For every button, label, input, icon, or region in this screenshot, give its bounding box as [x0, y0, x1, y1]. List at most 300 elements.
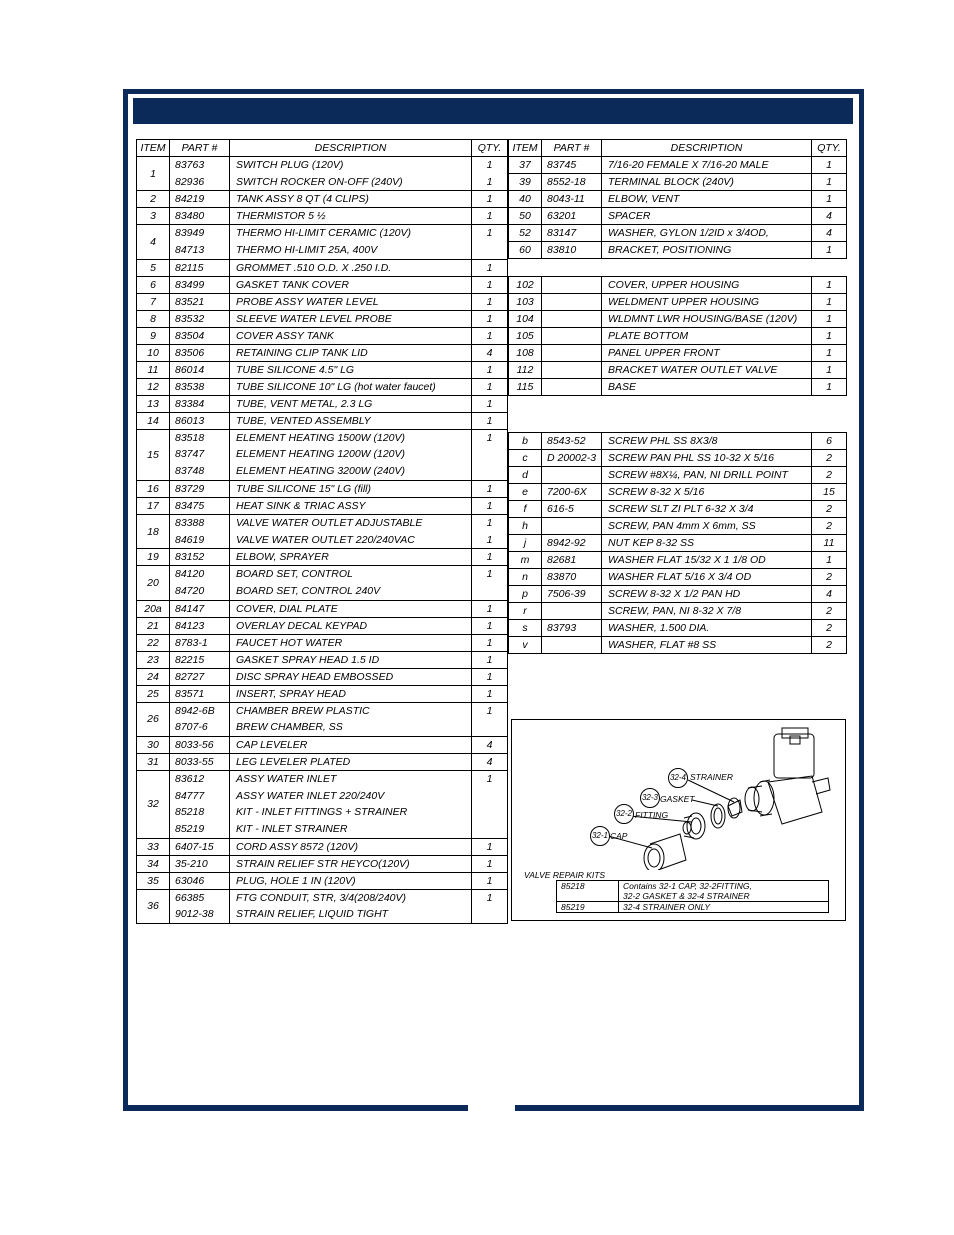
quantity: 1 [486, 602, 493, 615]
table-row [137, 770, 508, 838]
part-number: 83949 [175, 227, 205, 240]
item-number: 19 [137, 549, 170, 566]
quantity: 2 [812, 637, 847, 654]
quantity-cell [472, 259, 508, 276]
quantity: 1 [486, 636, 493, 649]
description: ELEMENT HEATING 1200W (120V) [236, 448, 406, 461]
quantity-cell [472, 157, 508, 191]
part-number: 616-5 [542, 501, 602, 518]
quantity: 1 [486, 857, 493, 870]
quantity [475, 583, 504, 600]
description-cell [230, 889, 472, 923]
quantity-cell [472, 651, 508, 668]
header-item: ITEM [509, 140, 542, 157]
description: SWITCH ROCKER ON-OFF (240V) [236, 175, 403, 188]
quantity-cell [472, 753, 508, 770]
table-row [137, 157, 508, 191]
description: BOARD SET, CONTROL [236, 568, 353, 581]
description: ELEMENT HEATING 1500W (120V) [236, 431, 406, 444]
description-cell [230, 225, 472, 259]
quantity: 1 [486, 397, 493, 410]
description: OVERLAY DECAL KEYPAD [236, 619, 368, 632]
callout-32-4-bubble: 32-4 [668, 768, 688, 788]
table-row [137, 327, 508, 344]
quantity: 1 [486, 516, 493, 529]
part-number-cell [170, 293, 230, 310]
quantity: 1 [486, 431, 493, 444]
part-number: 8942-6B [175, 704, 215, 717]
table-row [137, 480, 508, 497]
item-number: 39 [509, 174, 542, 191]
description-cell [230, 600, 472, 617]
callout-32-3-bubble: 32-3 [640, 788, 660, 808]
item-number: 22 [137, 634, 170, 651]
part-number-cell [170, 191, 230, 208]
kit-description: Contains 32-1 CAP, 32-2FITTING, [623, 881, 752, 891]
part-number: 83748 [175, 465, 205, 478]
quantity: 1 [812, 277, 847, 294]
part-number-cell [170, 889, 230, 923]
description-cell [230, 208, 472, 225]
table-row [509, 501, 847, 518]
item-number: 32 [137, 770, 170, 838]
table-row [509, 328, 847, 345]
part-number: 83763 [175, 159, 205, 171]
item-number: 1 [137, 157, 170, 191]
quantity: 1 [486, 312, 493, 325]
description-cell [230, 395, 472, 412]
header-part: PART # [170, 140, 230, 157]
quantity: 1 [812, 345, 847, 362]
item-number: r [509, 603, 542, 620]
item-number: 108 [509, 345, 542, 362]
quantity-cell [472, 600, 508, 617]
quantity [475, 821, 504, 838]
table-row [509, 225, 847, 242]
part-number [542, 637, 602, 654]
description-cell [230, 429, 472, 480]
description: VALVE WATER OUTLET 220/240VAC [236, 533, 415, 546]
part-number: 84713 [175, 244, 205, 257]
part-number: 8033-55 [175, 755, 214, 768]
quantity: 1 [486, 551, 493, 564]
table-row [137, 276, 508, 293]
description-cell [230, 276, 472, 293]
table-row [137, 685, 508, 702]
quantity: 1 [486, 363, 493, 376]
description-cell [230, 651, 472, 668]
part-number [542, 328, 602, 345]
description: 7/16-20 FEMALE X 7/16-20 MALE [602, 157, 812, 174]
quantity: 1 [486, 159, 493, 171]
quantity: 4 [486, 738, 493, 751]
quantity-cell [472, 685, 508, 702]
description: ELBOW, VENT [602, 191, 812, 208]
description-cell [230, 378, 472, 395]
callout-32-1-bubble: 32-1 [590, 826, 610, 846]
part-number: 83538 [175, 380, 205, 393]
quantity-cell [472, 344, 508, 361]
quantity: 2 [812, 620, 847, 637]
description: WELDMENT UPPER HOUSING [602, 294, 812, 311]
description: STRAIN RELIEF, LIQUID TIGHT [236, 908, 389, 921]
description-cell [230, 634, 472, 651]
table-row [509, 569, 847, 586]
table-row [509, 467, 847, 484]
quantity: 1 [486, 175, 493, 188]
table-row [137, 617, 508, 634]
item-number: 33 [137, 838, 170, 855]
quantity: 1 [812, 328, 847, 345]
table-row [137, 514, 508, 548]
description: GROMMET .510 O.D. X .250 I.D. [236, 261, 392, 274]
table-row [509, 518, 847, 535]
description: BOARD SET, CONTROL 240V [236, 584, 381, 597]
part-number: 82936 [175, 175, 205, 188]
part-number-cell [170, 344, 230, 361]
part-number: 84219 [175, 193, 205, 206]
description: SCREW 8-32 X 5/16 [602, 484, 812, 501]
quantity: 1 [486, 653, 493, 666]
kit-description: 32-2 GASKET & 32-4 STRAINER [623, 891, 750, 901]
table-row [509, 191, 847, 208]
item-number: f [509, 501, 542, 518]
description: TUBE SILICONE 15" LG (fill) [236, 482, 372, 495]
table-row [509, 450, 847, 467]
description: TUBE, VENT METAL, 2.3 LG [236, 397, 373, 410]
part-number: 8707-6 [175, 721, 208, 734]
description: SCREW #8X¼, PAN, NI DRILL POINT [602, 467, 812, 484]
description-cell [230, 855, 472, 872]
kit-row [557, 902, 829, 913]
part-number-cell [170, 327, 230, 344]
quantity: 1 [486, 568, 493, 581]
part-number: 83384 [175, 397, 205, 410]
description: SCREW PAN PHL SS 10-32 X 5/16 [602, 450, 812, 467]
table-row [137, 855, 508, 872]
part-number-cell [170, 208, 230, 225]
part-number-cell [170, 259, 230, 276]
part-number: 8783-1 [175, 636, 208, 649]
part-number: 86013 [175, 414, 205, 427]
description: FTG CONDUIT, STR, 3/4(208/240V) [236, 891, 406, 904]
item-number: n [509, 569, 542, 586]
item-number: 15 [137, 429, 170, 480]
quantity: 1 [486, 499, 493, 512]
table-row [137, 208, 508, 225]
part-number-cell [170, 549, 230, 566]
kit-row [557, 881, 829, 902]
part-number: 6407-15 [175, 840, 214, 853]
description-cell [230, 685, 472, 702]
part-number: 83475 [175, 499, 205, 512]
part-number: 82215 [175, 653, 205, 666]
bottom-rule-left [123, 1105, 468, 1111]
description: HEAT SINK & TRIAC ASSY [236, 499, 366, 512]
kit-description: 32-4 STRAINER ONLY [623, 902, 711, 912]
description: COVER, DIAL PLATE [236, 602, 338, 615]
part-number-cell [170, 310, 230, 327]
kit-part-number: 85218 [557, 881, 619, 902]
table-row [509, 311, 847, 328]
part-number [542, 345, 602, 362]
quantity [475, 906, 504, 923]
table-row [509, 535, 847, 552]
table-header-row [509, 140, 847, 157]
header-description: DESCRIPTION [230, 140, 472, 157]
part-number: 83504 [175, 329, 205, 342]
valve-repair-kits-title: VALVE REPAIR KITS [524, 870, 606, 880]
item-number: 40 [509, 191, 542, 208]
part-number-cell [170, 497, 230, 514]
item-number: 26 [137, 702, 170, 736]
part-number: 8033-56 [175, 738, 214, 751]
description: GASKET TANK COVER [236, 278, 349, 291]
table-row [509, 157, 847, 174]
table-row [137, 293, 508, 310]
description: RETAINING CLIP TANK LID [236, 346, 368, 359]
part-number-cell [170, 617, 230, 634]
quantity: 1 [812, 379, 847, 396]
part-number: 35-210 [175, 857, 208, 870]
description: BRACKET, POSITIONING [602, 242, 812, 259]
quantity-cell [472, 889, 508, 923]
part-number: 84120 [175, 568, 205, 581]
quantity: 1 [486, 482, 493, 495]
item-number: 36 [137, 889, 170, 923]
item-number: 6 [137, 276, 170, 293]
description: BRACKET WATER OUTLET VALVE [602, 362, 812, 379]
description-cell [230, 838, 472, 855]
part-number-cell [170, 378, 230, 395]
description: SLEEVE WATER LEVEL PROBE [236, 312, 392, 325]
quantity: 4 [486, 755, 493, 768]
description: SCREW PHL SS 8X3/8 [602, 433, 812, 450]
table-row [137, 702, 508, 736]
part-number: 83747 [175, 448, 205, 461]
description-cell [230, 549, 472, 566]
description-cell [230, 753, 472, 770]
description: SCREW, PAN, NI 8-32 X 7/8 [602, 603, 812, 620]
quantity: 1 [486, 874, 493, 887]
quantity-cell [472, 514, 508, 548]
item-number: 23 [137, 651, 170, 668]
table-row [137, 838, 508, 855]
header-part: PART # [542, 140, 602, 157]
description: PANEL UPPER FRONT [602, 345, 812, 362]
table-header-row [137, 140, 508, 157]
description-cell [230, 361, 472, 378]
item-number: s [509, 620, 542, 637]
part-number [542, 277, 602, 294]
callout-strainer-label: STRAINER [690, 772, 733, 782]
item-number: m [509, 552, 542, 569]
item-number: 4 [137, 225, 170, 259]
item-number: 35 [137, 872, 170, 889]
quantity: 1 [486, 278, 493, 291]
valve-repair-kits-table [556, 880, 829, 913]
description-cell [230, 514, 472, 548]
quantity: 1 [486, 380, 493, 393]
part-number: 83810 [542, 242, 602, 259]
description: COVER ASSY TANK [236, 329, 334, 342]
quantity: 1 [812, 242, 847, 259]
part-number: 86014 [175, 363, 205, 376]
quantity: 1 [812, 362, 847, 379]
quantity: 6 [812, 433, 847, 450]
description-cell [230, 191, 472, 208]
part-number-cell [170, 668, 230, 685]
item-number: 10 [137, 344, 170, 361]
quantity-cell [472, 497, 508, 514]
item-number: 13 [137, 395, 170, 412]
description: TUBE SILICONE 10" LG (hot water faucet) [236, 380, 436, 393]
quantity: 1 [486, 193, 493, 206]
quantity-cell [472, 480, 508, 497]
table-row [137, 651, 508, 668]
quantity: 1 [812, 294, 847, 311]
header-qty: QTY. [472, 140, 508, 157]
spacer-cell [509, 396, 847, 433]
item-number: 52 [509, 225, 542, 242]
item-number: 21 [137, 617, 170, 634]
item-number: 8 [137, 310, 170, 327]
part-number-cell [170, 736, 230, 753]
item-number: 2 [137, 191, 170, 208]
item-number: d [509, 467, 542, 484]
description: TERMINAL BLOCK (240V) [602, 174, 812, 191]
item-number: 60 [509, 242, 542, 259]
part-number-cell [170, 651, 230, 668]
callout-32-2-bubble: 32-2 [614, 804, 634, 824]
table-row [137, 378, 508, 395]
header-qty: QTY. [812, 140, 847, 157]
item-number: 9 [137, 327, 170, 344]
description: KIT - INLET STRAINER [236, 823, 348, 835]
description: ELEMENT HEATING 3200W (240V) [236, 465, 406, 478]
description-cell [230, 344, 472, 361]
description-cell [230, 668, 472, 685]
description: CORD ASSY 8572 (120V) [236, 840, 358, 853]
description: BASE [602, 379, 812, 396]
quantity: 4 [486, 346, 493, 359]
item-number: b [509, 433, 542, 450]
quantity: 1 [812, 157, 847, 174]
description-cell [230, 327, 472, 344]
bottom-rule-right [515, 1105, 864, 1111]
table-row [137, 429, 508, 480]
description: SCREW 8-32 X 1/2 PAN HD [602, 586, 812, 603]
description: WASHER, GYLON 1/2ID x 3/4OD, [602, 225, 812, 242]
part-number: 83499 [175, 278, 205, 291]
part-number: 83152 [175, 551, 205, 564]
description-cell [230, 157, 472, 191]
quantity-cell [472, 293, 508, 310]
part-number: 83521 [175, 295, 205, 308]
item-number: 112 [509, 362, 542, 379]
item-number: 104 [509, 311, 542, 328]
description: DISC SPRAY HEAD EMBOSSED [236, 670, 394, 683]
part-number [542, 379, 602, 396]
description: NUT KEP 8-32 SS [602, 535, 812, 552]
quantity: 1 [812, 552, 847, 569]
item-number: 3 [137, 208, 170, 225]
quantity: 4 [812, 225, 847, 242]
table-row [509, 174, 847, 191]
quantity-cell [472, 838, 508, 855]
description: ELBOW, SPRAYER [236, 551, 329, 564]
quantity-cell [472, 327, 508, 344]
table-row [137, 191, 508, 208]
item-number: 30 [137, 736, 170, 753]
part-number: 83147 [542, 225, 602, 242]
item-number: 14 [137, 412, 170, 429]
quantity-cell [472, 566, 508, 600]
part-number [542, 294, 602, 311]
description-cell [230, 412, 472, 429]
kit-part-number: 85219 [557, 902, 619, 913]
table-row [137, 872, 508, 889]
quantity-cell [472, 395, 508, 412]
part-number: 85219 [175, 823, 205, 835]
table-row [137, 395, 508, 412]
item-number: 20 [137, 566, 170, 600]
quantity: 1 [486, 891, 493, 904]
part-number-cell [170, 872, 230, 889]
part-number: 8942-92 [542, 535, 602, 552]
item-number: 16 [137, 480, 170, 497]
quantity-cell [472, 668, 508, 685]
quantity: 2 [812, 603, 847, 620]
quantity [475, 804, 504, 821]
quantity: 1 [812, 191, 847, 208]
part-number [542, 362, 602, 379]
table-row [137, 634, 508, 651]
part-number-cell [170, 395, 230, 412]
quantity-cell [472, 225, 508, 259]
part-number-cell [170, 514, 230, 548]
quantity: 2 [812, 450, 847, 467]
quantity-cell [472, 617, 508, 634]
item-number: 7 [137, 293, 170, 310]
part-number: 84123 [175, 619, 205, 632]
description-cell [230, 566, 472, 600]
table-row [509, 345, 847, 362]
part-number: 83518 [175, 431, 205, 444]
part-number: 63201 [542, 208, 602, 225]
table-row [509, 379, 847, 396]
description-cell [230, 259, 472, 276]
description-cell [230, 480, 472, 497]
quantity: 1 [486, 772, 493, 785]
table-row [137, 600, 508, 617]
table-row [509, 362, 847, 379]
quantity-cell [472, 702, 508, 736]
quantity-cell [472, 412, 508, 429]
description: WASHER FLAT 5/16 X 3/4 OD [602, 569, 812, 586]
quantity: 1 [486, 704, 493, 717]
table-row [509, 586, 847, 603]
quantity: 4 [812, 208, 847, 225]
part-number-cell [170, 600, 230, 617]
item-number: 103 [509, 294, 542, 311]
part-number: 84777 [175, 789, 205, 802]
part-number: 84619 [175, 533, 205, 546]
description-cell [230, 770, 472, 838]
part-number-cell [170, 566, 230, 600]
item-number: j [509, 535, 542, 552]
quantity: 2 [812, 501, 847, 518]
